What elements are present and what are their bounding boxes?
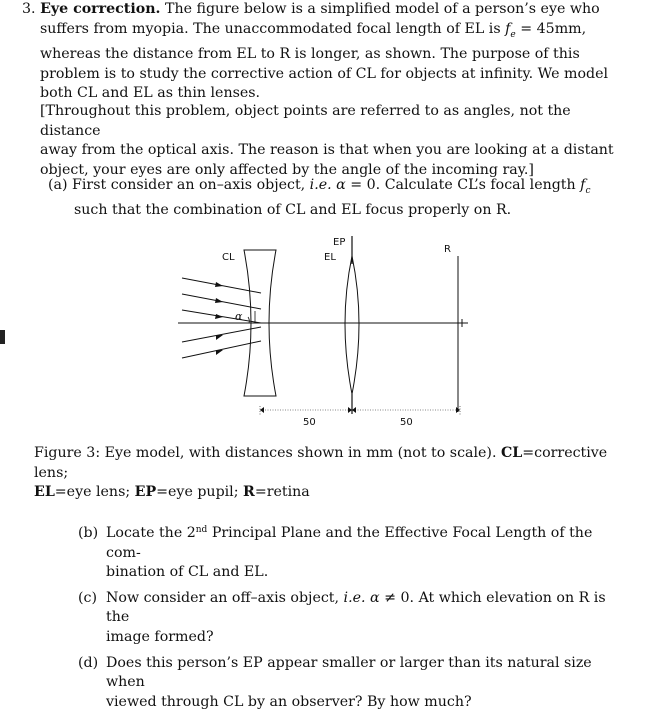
- problem-statement: 3. Eye correction. The figure below is a simplified model of a person’s eye who suffers from myopia. The unaccommodated focal length of EL is $f_e = 45mm$, whereas the distance from EL to R is longer, as shown. The purpose of this problem is to study the corrective action of CL for objects at infinity. We model both CL and EL as thin lenses.: [22, 1, 609, 102]
- eye-model-figure: [150, 228, 480, 434]
- margin-mark: [0, 330, 5, 344]
- dim-label-left: 50: [303, 417, 316, 428]
- dim-arrow-left: [260, 407, 264, 413]
- angle-arc: [248, 317, 249, 323]
- question-b: (b) Locate the 2nd Principal Plane and the Effective Focal Length of the com- bination of CL and EL.: [78, 525, 593, 581]
- incoming-ray: [182, 327, 261, 342]
- angle-alpha-label: α: [235, 310, 243, 323]
- question-d: (d) Does this person’s EP appear smaller or larger than its natural size when viewed through CL by an observer? By how much?: [78, 654, 592, 710]
- label-cl: CL: [222, 252, 235, 263]
- part-a-label: (a): [48, 177, 68, 193]
- problem-number: 3.: [22, 1, 36, 17]
- label-el: EL: [324, 252, 336, 263]
- eye-model-diagram: [150, 228, 480, 434]
- part-a: (a) First consider an on–axis object, i.e. α = 0. Calculate CL’s focal length $f_c$ such that the combination of CL and EL focus properly on R.: [48, 177, 591, 219]
- problem-title: Eye correction.: [40, 1, 161, 17]
- question-list: [78, 524, 623, 718]
- bracket-note: [Throughout this problem, object points are referred to as angles, not the distance away from the optical axis. The reason is that when you are looking at a distant object, your eyes are only affected by the angle of the incoming ray.]: [40, 103, 614, 178]
- ray-arrow: [216, 335, 223, 340]
- dim-label-right: 50: [400, 417, 413, 428]
- figure-caption: Figure 3: Eye model, with distances shown in mm (not to scale). CL=corrective lens; EL=eye lens; EP=eye pupil; R=retina: [34, 445, 608, 501]
- ray-arrow: [215, 282, 223, 287]
- label-ep: EP: [333, 237, 346, 248]
- ray-arrow: [216, 350, 223, 355]
- eye-lens: [345, 256, 359, 394]
- label-r: R: [444, 244, 451, 255]
- ray-arrow: [215, 314, 223, 319]
- ray-arrow: [215, 298, 223, 303]
- question-c: (c) Now consider an off–axis object, i.e. α ≠ 0. At which elevation on R is the image formed?: [78, 589, 606, 645]
- dim-arrow-mid-right: [352, 407, 356, 413]
